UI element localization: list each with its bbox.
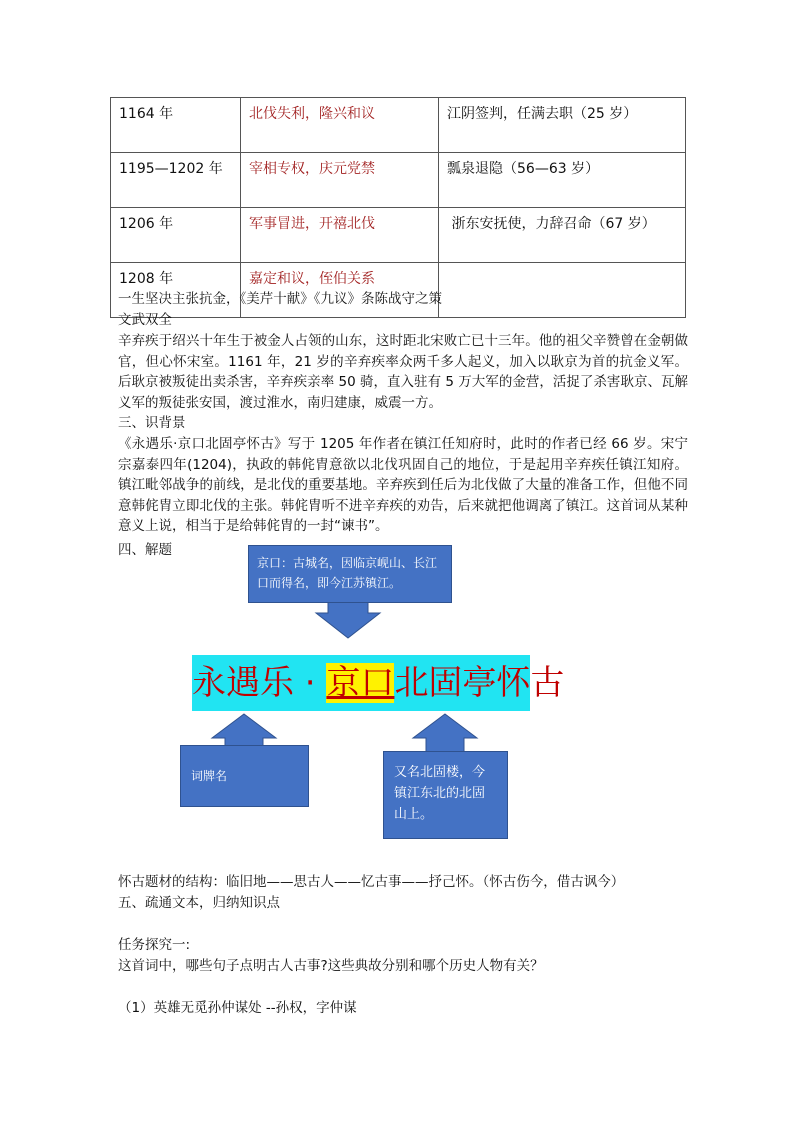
claim-line: 一生坚决主张抗金，《美芹十献》《九议》条陈战守之策 xyxy=(118,291,442,307)
detail-cell: 江阴签判，任满去职（25 岁） xyxy=(439,98,686,153)
event-cell: 宰相专权，庆元党禁 xyxy=(241,153,439,208)
year-cell: 1206 年 xyxy=(111,208,241,263)
section-label: 文武双全 xyxy=(118,312,172,328)
event-cell: 军事冒进，开禧北伐 xyxy=(241,208,439,263)
background-paragraph: 《永遇乐·京口北固亭怀古》写于 1205 年作者在镇江任知府时，此时的作者已经 66 岁。宋宁宗嘉泰四年(1204)，执政的韩侂胄意欲以北伐巩固自己的地位，于是起用辛弃疾任镇江知府。镇江毗邻战争的前线，是北伐的重要基地。辛弃疾到任后为北伐做了大量的准备工作，但他不同意韩侂胄立即北伐的主张。韩侂胄听不进辛弃疾的劝告，后来就把他调离了镇江。这首词从某种意义上说，相当于是给韩侂胄的一封“谏书”。 xyxy=(118,436,688,534)
up-arrow-icon xyxy=(413,714,477,752)
task-question: 这首词中，哪些句子点明古人古事?这些典故分别和哪个历史人物有关？ xyxy=(118,958,544,974)
title-cipai: 永遇乐 · xyxy=(192,663,327,703)
table-row xyxy=(111,98,686,153)
task-label: 任务探究一: xyxy=(118,937,191,953)
section-heading-3: 三、识背景 xyxy=(118,415,186,431)
year-cell: 1195—1202 年 xyxy=(111,153,241,208)
callout-beiguting: 又名北固楼，今镇江东北的北固山上。 xyxy=(383,751,508,839)
year-cell: 1208 年 xyxy=(111,263,241,318)
event-cell: 嘉定和议，侄伯关系 xyxy=(241,263,439,318)
section-heading-4: 四、解题 xyxy=(118,542,172,558)
timeline-table xyxy=(110,97,686,318)
table-row xyxy=(111,153,686,208)
up-arrow-icon xyxy=(212,714,276,746)
structure-line: 怀古题材的结构：临旧地——思古人——忆古事——抒己怀。（怀古伤今，借古讽今） xyxy=(118,874,625,890)
detail-cell: 浙东安抚使，力辞召命（67 岁） xyxy=(439,208,686,263)
answer-item: （1）英雄无觅孙仲谋处 --孙权，字仲谋 xyxy=(118,1000,357,1016)
event-cell: 北伐失利，隆兴和议 xyxy=(241,98,439,153)
table-row xyxy=(111,208,686,263)
detail-cell xyxy=(439,263,686,318)
down-arrow-icon xyxy=(316,601,380,638)
biography-paragraph: 辛弃疾于绍兴十年生于被金人占领的山东，这时距北宋败亡已十三年。他的祖父辛赞曾在金朝做官，但心怀宋室。1161 年，21 岁的辛弃疾率众两千多人起义，加入以耿京为首的抗金义军。后耿京被叛徒出卖杀害，辛弃疾亲率 50 骑，直入驻有 5 万大军的金营，活捉了杀害耿京、瓦解义军的叛徒张安国，渡过淮水，南归建康，威震一方。 xyxy=(118,333,688,411)
year-cell: 1164 年 xyxy=(111,98,241,153)
section-heading-5: 五、疏通文本，归纳知识点 xyxy=(118,895,280,911)
callout-jingkou: 京口：古城名，因临京岘山、长江口而得名，即今江苏镇江。 xyxy=(248,545,452,603)
detail-cell: 瓢泉退隐（56—63 岁） xyxy=(439,153,686,208)
title-jingkou: 京口 xyxy=(326,663,395,703)
poem-title-band xyxy=(192,655,565,711)
callout-cipai: 词牌名 xyxy=(180,745,309,807)
title-rest: 北固亭怀古 xyxy=(394,663,565,703)
